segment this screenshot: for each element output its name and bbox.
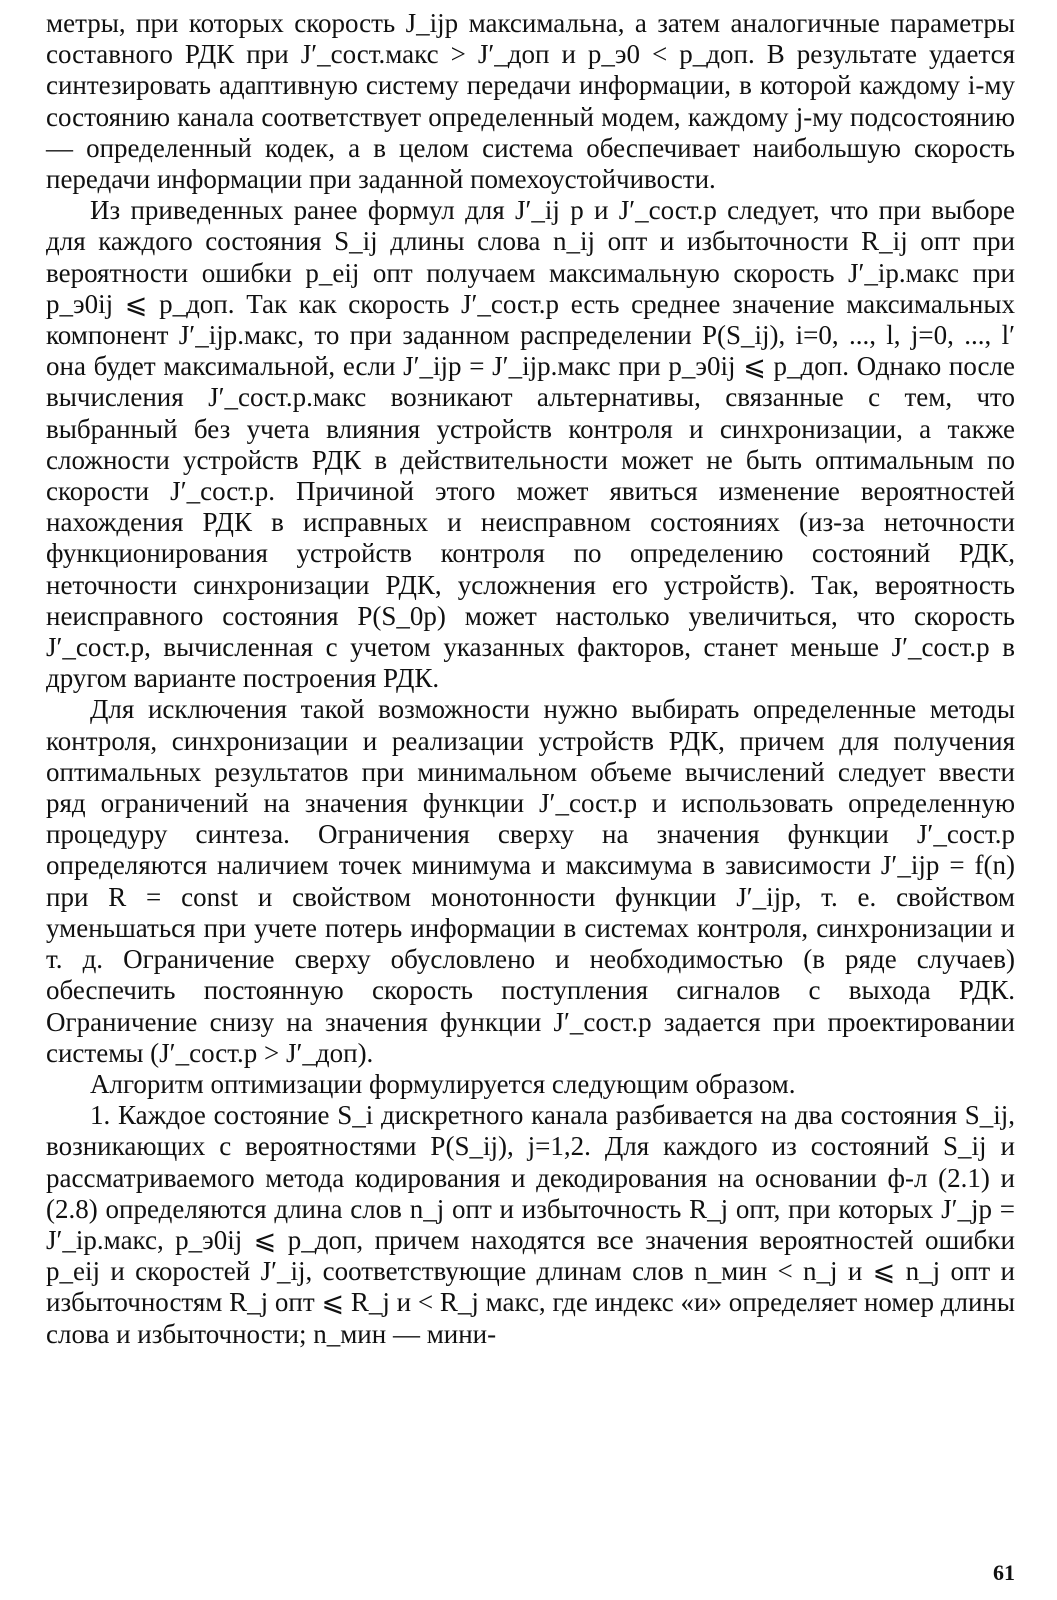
paragraph-continuation: метры, при которых скорость J_ijp максимальна, а затем аналогичные параметры составного РДК при J′_сост.макс > J′_доп и p_э0 < p_доп. В результате удается синтезировать адаптивную систему передачи информации, в которой каждому i-му состоянию канала соответствует определенный модем, каждому j-му подсостоянию — определенный кодек, а в целом система обеспечивает наибольшую скорость передачи информации при заданной помехоустойчивости. [46, 8, 1015, 195]
paragraph-algorithm-intro: Алгоритм оптимизации формулируется следующим образом. [90, 1068, 796, 1099]
paragraph-restrictions: Для исключения такой возможности нужно выбирать определенные методы контроля, синхронизации и реализации устройств РДК, причем для получения оптимальных результатов при минимальном объеме вычислений следует ввести ряд ограничений на значения функции J′_сост.р и использовать определенную процедуру синтеза. Ограничения сверху на значения функции J′_сост.р определяются наличием точек минимума и максимума в зависимости J′_ijр = f(n) при R = const и свойством монотонности функции J′_ijр, т. е. свойством уменьшаться при учете потерь информации в системах контроля, синхронизации и т. д. Ограничение сверху обусловлено и необходимостью (в ряде случаев) обеспечить постоянную скорость поступления сигналов с выхода РДК. Ограничение снизу на значения функции J′_сост.р задается при проектировании системы (J′_сост.р > J′_доп). [46, 694, 1015, 1068]
paragraph-step-1: 1. Каждое состояние S_i дискретного канала разбивается на два состояния S_ij, возникающих с вероятностями P(S_ij), j=1,2. Для каждого из состояний S_ij и рассматриваемого метода кодирования и декодирования на основании ф-л (2.1) и (2.8) определяются длина слов n_j опт и избыточность R_j опт, при которых J′_jp = J′_iр.макс, p_э0ij ⩽ p_доп, причем находятся все значения вероятностей ошибки p_eij и скоростей J′_ij, соответствующие длинам слов n_мин < n_j и ⩽ n_j опт и избыточностям R_j опт ⩽ R_j и < R_j макс, где индекс «и» определяет номер длины слова и избыточности; n_мин — мини- [46, 1100, 1015, 1349]
paragraph-formulas: Из приведенных ранее формул для J′_ij р и J′_сост.р следует, что при выборе для каждого состояния S_ij длины слова n_ij опт и избыточности R_ij опт при вероятности ошибки p_eij опт получаем максимальную скорость J′_iр.макс при p_э0ij ⩽ p_доп. Так как скорость J′_сост.р есть среднее значение максимальных компонент J′_ijр.макс, то при заданном распределении P(S_ij), i=0, ..., l, j=0, ..., l′ она будет максимальной, если J′_ijp = J′_ijр.макс при p_э0ij ⩽ p_доп. Однако после вычисления J′_сост.р.макс возникают альтернативы, связанные с тем, что выбранный без учета влияния устройств контроля и синхронизации, а также сложности устройств РДК в действительности может не быть оптимальным по скорости J′_сост.р. Причиной этого может явиться изменение вероятностей нахождения РДК в исправных и неисправном состояниях (из-за неточности функционирования устройств контроля по определению состояний РДК, неточности синхронизации РДК, усложнения его устройств). Так, вероятность неисправного состояния P(S_0р) может настолько увеличиться, что скорость J′_сост.р, вычисленная с учетом указанных факторов, станет меньше J′_сост.р в другом варианте построения РДК. [46, 195, 1015, 694]
page-number: 61 [993, 1560, 1015, 1585]
